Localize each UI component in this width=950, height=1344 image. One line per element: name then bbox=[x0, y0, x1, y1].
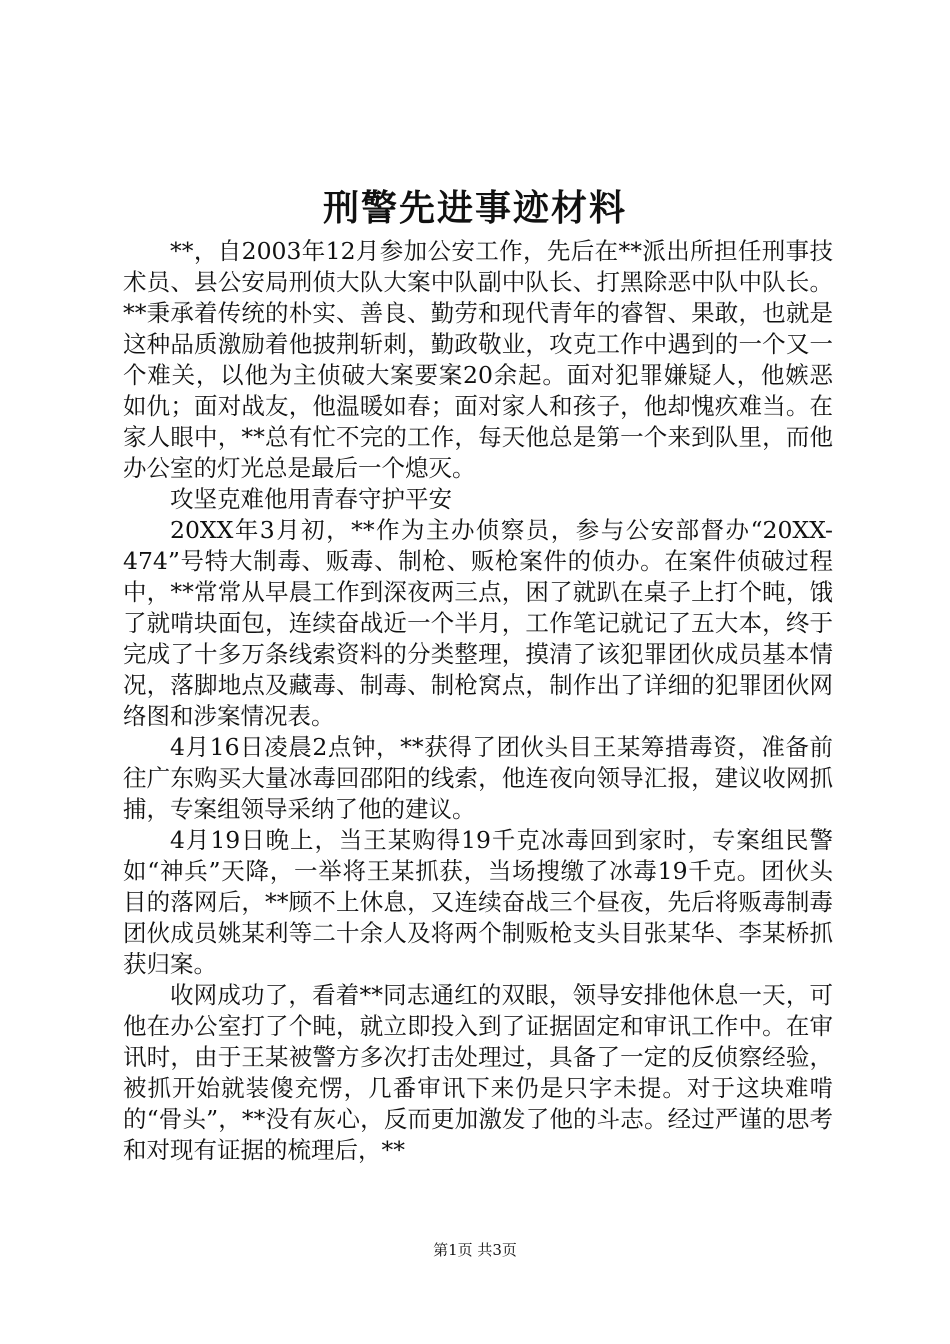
section-heading: 攻坚克难他用青春守护平安 bbox=[170, 485, 452, 513]
paragraph-intro: **，自2003年12月参加公安工作，先后在**派出所担任刑事技术员、县公安局刑侦大队大案中队副中队长、打黑除恶中队中队长。**秉承着传统的朴实、善良、勤劳和现代青年的睿智、果敢，也就是这种品质激励着他披荆斩刺，勤政敬业，攻克工作中遇到的一个又一个难关，以他为主侦破大案要案20余起。面对犯罪嫌疑人，他嫉恶如仇；面对战友，他温暖如春；面对家人和孩子，他却愧疚难当。在家人眼中，**总有忙不完的工作，每天他总是第一个来到队里，而他办公室的灯光总是最后一个熄灭。 bbox=[123, 237, 833, 482]
paragraph-april-16: 4月16日凌晨2点钟，**获得了团伙头目王某筹措毒资，准备前往广东购买大量冰毒回邵阳的线索，他连夜向领导汇报，建议收网抓捕，专案组领导采纳了他的建议。 bbox=[123, 733, 833, 823]
paragraph-interrogation: 收网成功了，看着**同志通红的双眼，领导安排他休息一天，可他在办公室打了个盹，就立即投入到了证据固定和审讯工作中。在审讯时，由于王某被警方多次打击处理过，具备了一定的反侦察经验，被抓开始就装傻充愣，几番审讯下来仍是只字未提。对于这块难啃的“骨头”，**没有灰心，反而更加激发了他的斗志。经过严谨的思考和对现有证据的梳理后，** bbox=[123, 981, 833, 1164]
document-body bbox=[123, 236, 833, 1166]
page-footer: 第1页 共3页 bbox=[433, 1241, 517, 1259]
paragraph-april-19: 4月19日晚上，当王某购得19千克冰毒回到家时，专案组民警如“神兵”天降，一举将王某抓获，当场搜缴了冰毒19千克。团伙头目的落网后，**顾不上休息，又连续奋战三个昼夜，先后将贩毒制毒团伙成员姚某利等二十余人及将两个制贩枪支头目张某华、李某桥抓获归案。 bbox=[123, 826, 833, 978]
document-title: 刑警先进事迹材料 bbox=[322, 187, 627, 229]
paragraph-case-investigation: 20XX年3月初，**作为主办侦察员，参与公安部督办“20XX-474”号特大制毒、贩毒、制枪、贩枪案件的侦办。在案件侦破过程中，**常常从早晨工作到深夜两三点，困了就趴在桌子上打个盹，饿了就啃块面包，连续奋战近一个半月，工作笔记就记了五大本，终于完成了十多万条线索资料的分类整理，摸清了该犯罪团伙成员基本情况，落脚地点及藏毒、制毒、制枪窝点，制作出了详细的犯罪团伙网络图和涉案情况表。 bbox=[123, 516, 833, 730]
